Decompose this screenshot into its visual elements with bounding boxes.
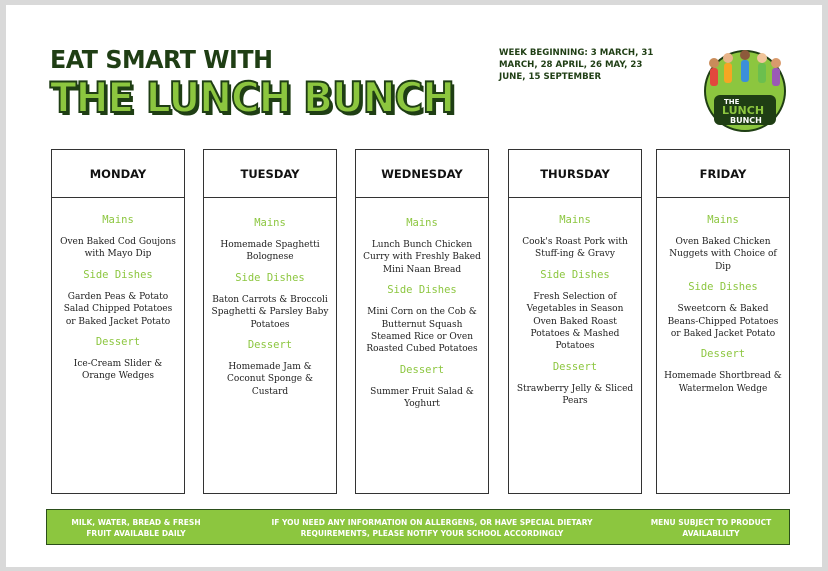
dessert-item: Homemade Jam & Coconut Sponge & Custard	[227, 362, 313, 397]
day-heading: TUESDAY	[204, 150, 336, 198]
mains-label: Mains	[102, 214, 134, 226]
dessert-label: Dessert	[247, 339, 293, 352]
dessert-item: Summer Fruit Salad & Yoghurt	[370, 386, 474, 410]
mains-item: Cook's Roast Pork with Stuff-ing & Gravy	[522, 237, 628, 260]
dessert-label: Dessert	[95, 336, 141, 349]
mains-item: Oven Baked Chicken Nuggets with Choice of Dip	[669, 237, 777, 272]
side-dishes-label: Side Dishes	[540, 268, 610, 281]
mains-item: Lunch Bunch Chicken Curry with Freshly Baked Mini Naan Bread	[363, 240, 481, 275]
dessert-label: Dessert	[399, 363, 445, 376]
side-dishes-label: Side Dishes	[83, 268, 153, 281]
mains-label: Mains	[254, 217, 286, 229]
footer-allergen-note: IF YOU NEED ANY INFORMATION ON ALLERGENS, OR HAVE SPECIAL DIETARY REQUIREMENTS, PLEASE NOTIFY YOUR SCHOOL ACCORDINGLY	[271, 518, 593, 538]
day-heading: MONDAY	[52, 150, 184, 198]
menu-page	[6, 5, 822, 567]
day-column-tuesday	[203, 149, 337, 494]
side-dishes-label: Side Dishes	[235, 271, 305, 284]
logo-line-2: LUNCH	[722, 104, 765, 117]
mains-label: Mains	[406, 217, 438, 229]
mains-item: Oven Baked Cod Goujons with Mayo Dip	[60, 237, 176, 260]
day-heading: THURSDAY	[509, 150, 641, 198]
week-beginning-info: WEEK BEGINNING: 3 MARCH, 31 MARCH, 28 APRIL, 26 MAY, 23 JUNE, 15 SEPTEMBER	[499, 48, 654, 82]
mains-label: Mains	[559, 214, 591, 226]
side-dishes-label: Side Dishes	[688, 281, 758, 294]
side-dishes-item: Baton Carrots & Broccoli Spaghetti & Parsley Baby Potatoes	[211, 294, 329, 330]
footer-banner	[46, 509, 790, 545]
mains-label: Mains	[707, 214, 739, 226]
logo-line-1: THE	[724, 98, 740, 106]
day-column-thursday	[508, 149, 642, 494]
lunch-bunch-logo	[700, 43, 790, 133]
title-line-2: THE LUNCH BUNCH	[50, 73, 455, 122]
day-column-friday	[656, 149, 790, 494]
mains-item: Homemade Spaghetti Bolognese	[220, 240, 320, 263]
day-column-monday	[51, 149, 185, 494]
dessert-item: Strawberry Jelly & Sliced Pears	[516, 383, 634, 407]
logo-line-3: BUNCH	[730, 116, 762, 125]
dessert-label: Dessert	[700, 348, 746, 361]
dessert-item: Homemade Shortbread & Watermelon Wedge	[664, 371, 782, 394]
day-heading: WEDNESDAY	[356, 150, 488, 198]
day-column-wednesday	[355, 149, 489, 494]
title-line-1: EAT SMART WITH	[50, 45, 273, 74]
dessert-item: Ice-Cream Slider & Orange Wedges	[73, 359, 163, 382]
footer-daily-note: MILK, WATER, BREAD & FRESH FRUIT AVAILABLE DAILY	[71, 518, 201, 538]
side-dishes-label: Side Dishes	[387, 284, 457, 297]
footer-availability-note: MENU SUBJECT TO PRODUCT AVAILABLILTY	[650, 518, 772, 538]
side-dishes-item: Mini Corn on the Cob & Butternut Squash Steamed Rice or Oven Roasted Cubed Potatoes	[366, 307, 478, 355]
side-dishes-item: Garden Peas & Potato Salad Chipped Potatoes or Baked Jacket Potato	[63, 291, 173, 327]
day-heading: FRIDAY	[657, 150, 789, 198]
side-dishes-item: Fresh Selection of Vegetables in Season Oven Baked Roast Potatoes & Mashed Potatoes	[526, 291, 624, 352]
side-dishes-item: Sweetcorn & Baked Beans-Chipped Potatoes or Baked Jacket Potato	[667, 304, 779, 340]
dessert-label: Dessert	[552, 360, 598, 373]
